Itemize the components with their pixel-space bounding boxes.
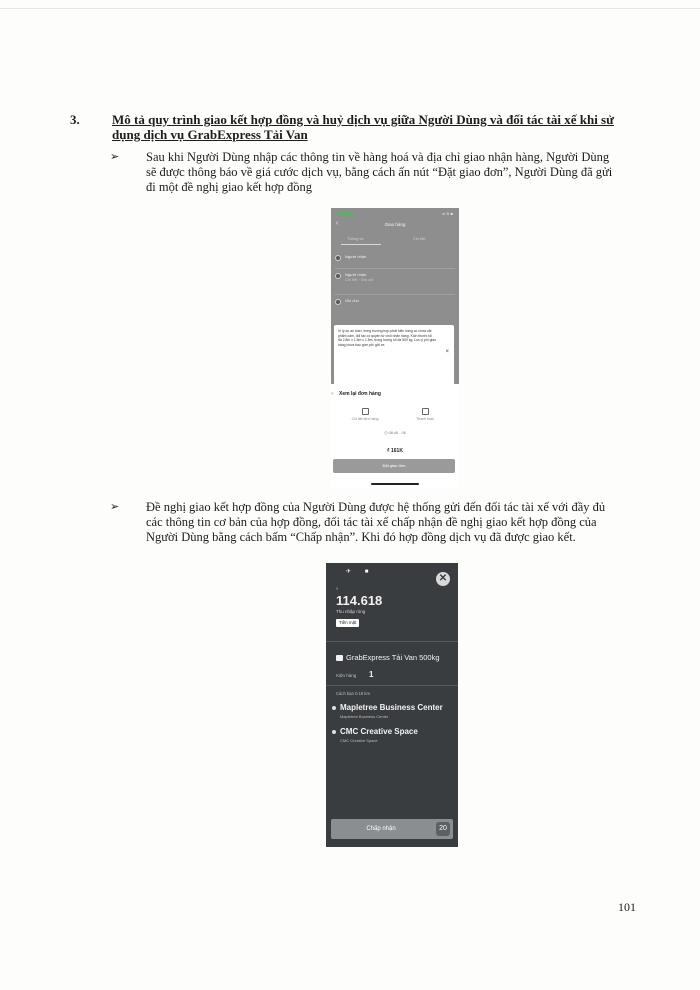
divider [326,641,458,642]
accept-label: Chấp nhận [366,826,396,832]
navigation-icons: ✈ ■ [346,569,375,575]
location-dot-icon [335,255,341,261]
close-icon[interactable]: ✕ [436,572,450,586]
bullet-1-text: Sau khi Người Dùng nhập các thông tin về hàng hoá và địa chỉ giao nhận hàng, Người Dùng sẽ được thông báo về giá cước dịch vụ, bằng cách ấn nút “Đặt giao đơn”, Người Dùng đã gửi đi một đề nghị giao kết hợp đồng [146,150,613,194]
arrow-bullet-icon: ➢ [110,151,120,163]
dropoff-pin-icon [332,730,336,734]
tabs [331,236,459,246]
countdown-badge: 20 [436,822,450,836]
service-name: GrabExpress Tải Van 500kg [346,653,440,662]
divider [326,685,458,686]
recipient-row-1[interactable] [335,254,455,264]
top-rule [0,8,700,9]
page-number: 101 [618,900,636,914]
tab-details[interactable]: Chi tiết [413,236,426,241]
section-title: Mô tả quy trình giao kết hợp đồng và huỷ dịch vụ giữa Người Dùng và đối tác tài xế khi sử dụng dịch vụ GrabExpress Tải Van [112,112,614,142]
note-row[interactable] [335,298,455,308]
recipient-label-1: Người nhận [345,254,367,259]
bag-icon [336,655,343,661]
tab-info[interactable]: Thông tin [347,236,364,241]
recipient-row-2[interactable] [335,272,455,282]
pickup-address: Mapletree Business Center [340,714,389,719]
dropoff-name: CMC Creative Space [340,727,418,736]
accept-button[interactable] [331,819,453,839]
divider [335,268,455,269]
divider [335,294,455,295]
note-label: Ghi chú [345,298,359,303]
location-dot-icon [335,273,341,279]
delivery-time: ◷ 08:46 - 06 [384,431,406,435]
package-count-label: Kiện hàng [336,673,357,678]
tab-underline [341,244,381,245]
screen-title: Giao hàng [384,222,406,227]
fare-amount: 114.618 [336,593,383,608]
notice-text: Vì lý do an toàn, trong trường hợp phát hiện hàng có chứa vật phẩm cấm, đối tác có quyền từ chối nhận hàng. Kích thước tối đa 2.8m x 1.5m x 1.5m, trọng lượng tối đa 500 kg. Lưu ý phí giao hàng chưa bao gồm phí gửi xe. [338,329,436,347]
pickup-pin-icon [332,706,336,710]
status-pill [337,211,353,216]
status-bar [337,211,453,217]
dropoff-address: CMC Creative Space [340,738,378,743]
section-number: 3. [70,112,80,127]
currency-symbol: ₫ [336,586,339,591]
review-order-title: Xem lại đơn hàng [339,391,381,397]
close-icon[interactable]: × [445,349,449,355]
card-icon [422,408,429,415]
payment-label: Thanh toán [416,417,434,421]
order-details-option[interactable] [345,408,385,421]
collapse-icon[interactable]: × [331,391,334,396]
payment-option[interactable] [405,408,445,421]
bullet-2-text: Đề nghị giao kết hợp đồng của Người Dùng được hệ thống gửi đến đối tác tài xế với đầy đủ các thông tin cơ bản của hợp đồng, đối tác tài xế chấp nhận đề nghị giao kết hợp đồng của Người Dùng bằng cách bấm “Chấp nhận”. Khi đó hợp đồng dịch vụ đã được giao kết. [146,500,606,544]
driver-app-screenshot [326,563,458,847]
notice-sheet [334,325,454,385]
back-icon[interactable]: ‹ [336,220,339,227]
recipient-label-2: Người nhận [345,272,367,277]
package-count: 1 [369,670,374,679]
home-indicator [371,483,419,485]
net-earnings-label: Thu nhập ròng [336,609,366,614]
status-icons: •ıl ≋ ■ [441,211,453,216]
recipient-sub-2: Chi tiết · Địa chỉ [345,277,374,282]
pickup-name: Mapletree Business Center [340,703,443,712]
service-type [336,653,440,662]
customer-app-screenshot [331,208,459,488]
arrow-bullet-icon: ➢ [110,501,120,513]
place-order-button[interactable]: Đặt giao đơn [333,459,455,473]
payment-method-badge: Tiền mặt [336,619,359,627]
pickup-distance: Cách bạn 0.18 km [336,691,370,696]
order-details-label: Chi tiết đơn hàng [351,417,379,421]
delivery-price: ₫ 161K [387,448,403,454]
package-icon [362,408,369,415]
note-icon [335,299,341,305]
